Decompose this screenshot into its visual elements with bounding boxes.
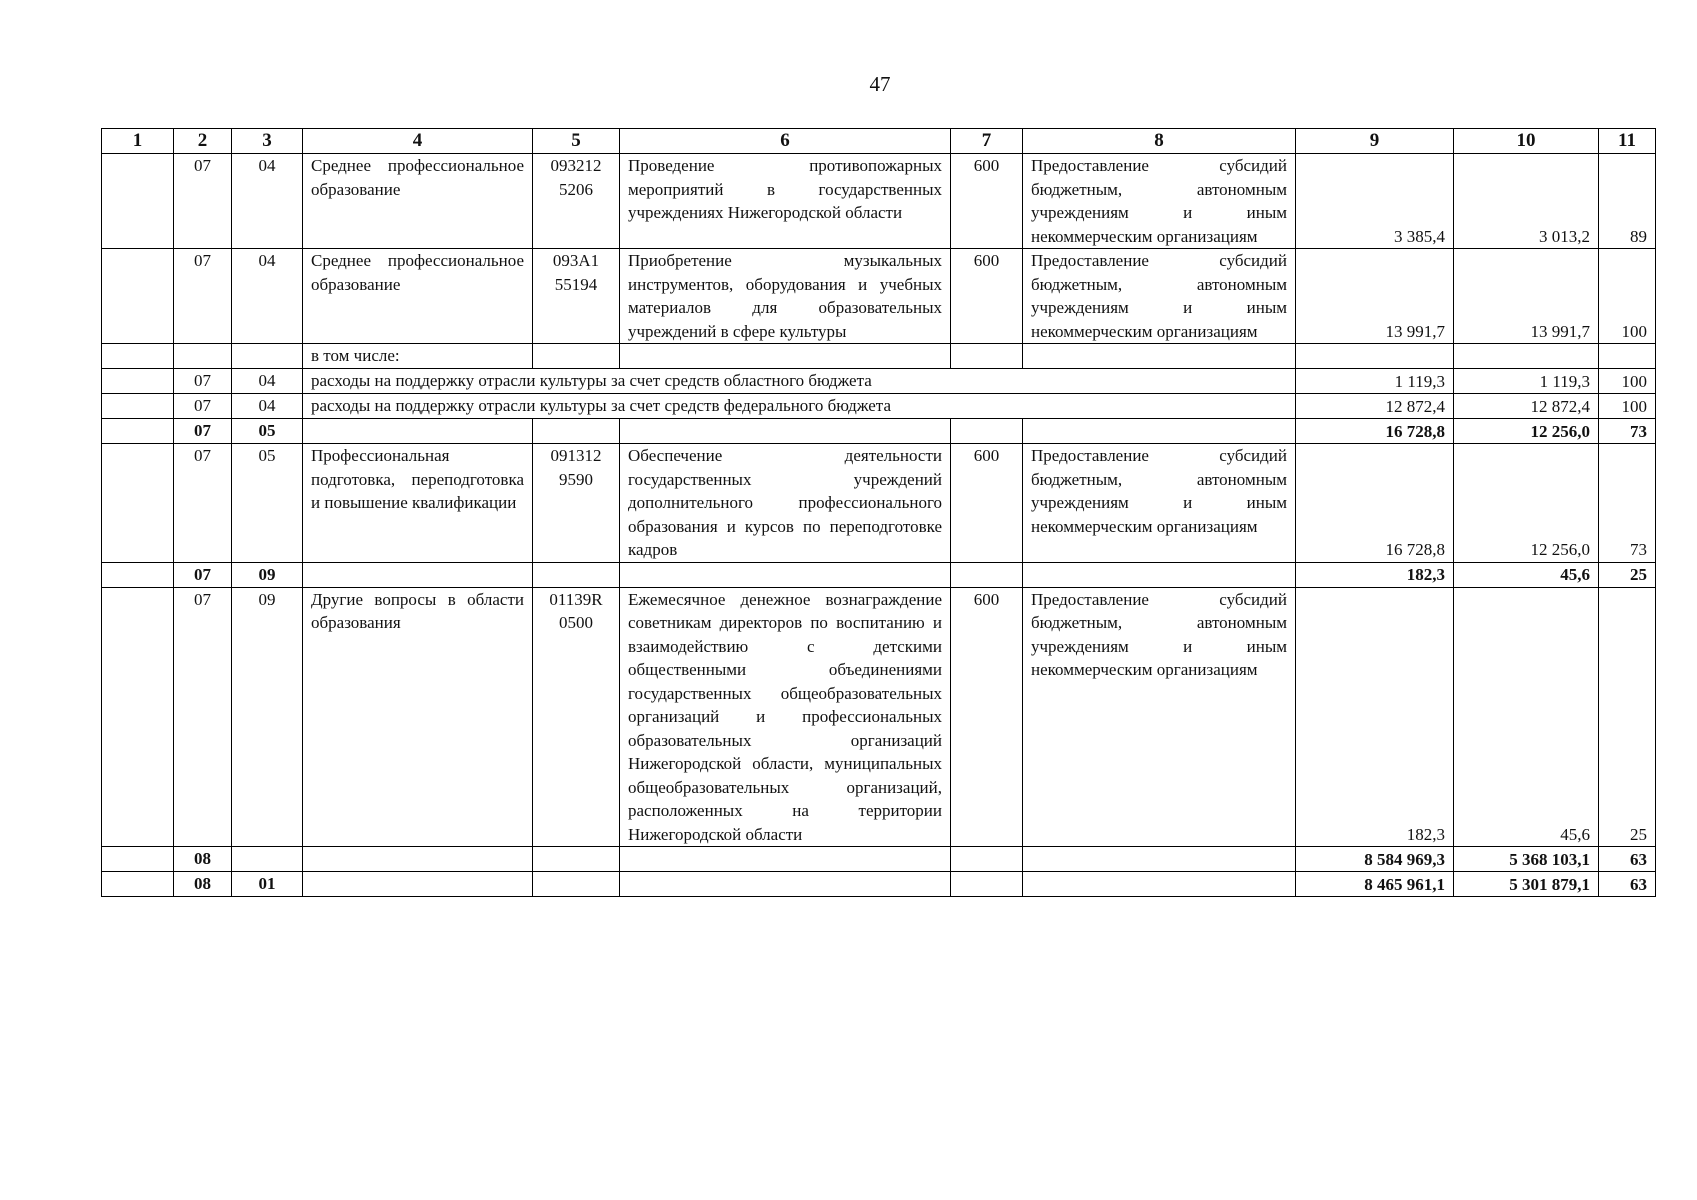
cell-subsection: 05 bbox=[232, 419, 303, 444]
cell-section-name: Среднее профессиональное образование bbox=[303, 154, 533, 249]
cell-section: 07 bbox=[174, 154, 232, 249]
cell-subsection: 04 bbox=[232, 369, 303, 394]
cell-target-code: 01139R 0500 bbox=[533, 587, 620, 847]
cell-expense-type: 600 bbox=[951, 587, 1023, 847]
cell-col1 bbox=[102, 444, 174, 563]
cell-plan: 13 991,7 bbox=[1296, 249, 1454, 344]
column-header-8: 8 bbox=[1023, 129, 1296, 154]
cell-plan: 8 584 969,3 bbox=[1296, 847, 1454, 872]
cell-actual: 3 013,2 bbox=[1454, 154, 1599, 249]
cell-expense-type: 600 bbox=[951, 444, 1023, 563]
cell-percent: 100 bbox=[1599, 369, 1656, 394]
cell-col1 bbox=[102, 249, 174, 344]
cell-expense-type: 600 bbox=[951, 249, 1023, 344]
cell-subsection: 05 bbox=[232, 444, 303, 563]
cell-percent: 89 bbox=[1599, 154, 1656, 249]
cell-actual: 13 991,7 bbox=[1454, 249, 1599, 344]
cell-percent: 100 bbox=[1599, 249, 1656, 344]
cell-section: 07 bbox=[174, 394, 232, 419]
cell-span-text: расходы на поддержку отрасли культуры за счет средств федерального бюджета bbox=[303, 394, 1296, 419]
cell-actual: 45,6 bbox=[1454, 587, 1599, 847]
cell-target-code: 093А1 55194 bbox=[533, 249, 620, 344]
cell-actual: 12 256,0 bbox=[1454, 444, 1599, 563]
column-header-4: 4 bbox=[303, 129, 533, 154]
cell-percent: 25 bbox=[1599, 587, 1656, 847]
budget-table bbox=[101, 128, 1656, 897]
cell-plan: 182,3 bbox=[1296, 562, 1454, 587]
cell-subsection: 09 bbox=[232, 562, 303, 587]
cell-subsection: 04 bbox=[232, 154, 303, 249]
cell-actual: 45,6 bbox=[1454, 562, 1599, 587]
cell-actual: 1 119,3 bbox=[1454, 369, 1599, 394]
cell-subsection: 01 bbox=[232, 872, 303, 897]
cell-section: 07 bbox=[174, 369, 232, 394]
cell-expense-type: 600 bbox=[951, 154, 1023, 249]
cell-expense-name: Предоставление субсидий бюджетным, автономным учреждениям и иным некоммерческим организациям bbox=[1023, 444, 1296, 563]
cell-plan: 1 119,3 bbox=[1296, 369, 1454, 394]
page-number: 47 bbox=[869, 72, 891, 96]
cell-actual: 5 301 879,1 bbox=[1454, 872, 1599, 897]
cell-target-code: 093212 5206 bbox=[533, 154, 620, 249]
cell-actual: 12 256,0 bbox=[1454, 419, 1599, 444]
column-header-9: 9 bbox=[1296, 129, 1454, 154]
cell-section-name: Другие вопросы в области образования bbox=[303, 587, 533, 847]
cell-section: 07 bbox=[174, 562, 232, 587]
table-row bbox=[102, 249, 1656, 344]
table-row-subtotal bbox=[102, 562, 1656, 587]
cell-section: 07 bbox=[174, 419, 232, 444]
cell-percent: 63 bbox=[1599, 872, 1656, 897]
cell-plan: 3 385,4 bbox=[1296, 154, 1454, 249]
cell-percent: 63 bbox=[1599, 847, 1656, 872]
cell-plan: 8 465 961,1 bbox=[1296, 872, 1454, 897]
table-row bbox=[102, 587, 1656, 847]
cell-plan: 12 872,4 bbox=[1296, 394, 1454, 419]
header-row bbox=[102, 129, 1656, 154]
cell-section: 07 bbox=[174, 444, 232, 563]
cell-target-code: 091312 9590 bbox=[533, 444, 620, 563]
cell-section: 08 bbox=[174, 872, 232, 897]
cell-expense-name: Предоставление субсидий бюджетным, автономным учреждениям и иным некоммерческим организациям bbox=[1023, 587, 1296, 847]
cell-section: 07 bbox=[174, 249, 232, 344]
cell-percent: 100 bbox=[1599, 394, 1656, 419]
cell-plan: 182,3 bbox=[1296, 587, 1454, 847]
column-header-7: 7 bbox=[951, 129, 1023, 154]
cell-purpose: Проведение противопожарных мероприятий в государственных учреждениях Нижегородской области bbox=[620, 154, 951, 249]
table-row-span bbox=[102, 394, 1656, 419]
cell-col1 bbox=[102, 587, 174, 847]
column-header-10: 10 bbox=[1454, 129, 1599, 154]
column-header-11: 11 bbox=[1599, 129, 1656, 154]
cell-span-text: расходы на поддержку отрасли культуры за счет средств областного бюджета bbox=[303, 369, 1296, 394]
cell-section: 07 bbox=[174, 587, 232, 847]
cell-expense-name: Предоставление субсидий бюджетным, автономным учреждениям и иным некоммерческим организациям bbox=[1023, 249, 1296, 344]
table-row bbox=[102, 154, 1656, 249]
table-row-label bbox=[102, 344, 1656, 369]
cell-percent: 25 bbox=[1599, 562, 1656, 587]
table-row bbox=[102, 444, 1656, 563]
column-header-6: 6 bbox=[620, 129, 951, 154]
column-header-5: 5 bbox=[533, 129, 620, 154]
cell-percent: 73 bbox=[1599, 419, 1656, 444]
cell-col1 bbox=[102, 154, 174, 249]
table-row-subtotal bbox=[102, 419, 1656, 444]
cell-expense-name: Предоставление субсидий бюджетным, автономным учреждениям и иным некоммерческим организациям bbox=[1023, 154, 1296, 249]
cell-subsection: 09 bbox=[232, 587, 303, 847]
cell-purpose: Ежемесячное денежное вознаграждение советникам директоров по воспитанию и взаимодействию с детскими общественными объединениями государственных общеобразовательных организаций и профессиональных образовательных организаций Нижегородской области, муниципальных общеобразовательных организаций, расположенных на территории Нижегородской области bbox=[620, 587, 951, 847]
cell-subsection: 04 bbox=[232, 249, 303, 344]
column-header-1: 1 bbox=[102, 129, 174, 154]
cell-subsection bbox=[232, 847, 303, 872]
cell-actual: 12 872,4 bbox=[1454, 394, 1599, 419]
cell-purpose: Обеспечение деятельности государственных учреждений дополнительного профессионального образования и курсов по переподготовке кадров bbox=[620, 444, 951, 563]
including-label: в том числе: bbox=[303, 344, 533, 369]
cell-section-name: Профессиональная подготовка, переподготовка и повышение квалификации bbox=[303, 444, 533, 563]
table-row-subtotal bbox=[102, 847, 1656, 872]
table-row-subtotal bbox=[102, 872, 1656, 897]
cell-percent: 73 bbox=[1599, 444, 1656, 563]
cell-section: 08 bbox=[174, 847, 232, 872]
cell-purpose: Приобретение музыкальных инструментов, оборудования и учебных материалов для образовательных учреждений в сфере культуры bbox=[620, 249, 951, 344]
column-header-2: 2 bbox=[174, 129, 232, 154]
column-header-3: 3 bbox=[232, 129, 303, 154]
cell-actual: 5 368 103,1 bbox=[1454, 847, 1599, 872]
table-row-span bbox=[102, 369, 1656, 394]
cell-plan: 16 728,8 bbox=[1296, 419, 1454, 444]
cell-subsection: 04 bbox=[232, 394, 303, 419]
cell-section-name: Среднее профессиональное образование bbox=[303, 249, 533, 344]
cell-plan: 16 728,8 bbox=[1296, 444, 1454, 563]
